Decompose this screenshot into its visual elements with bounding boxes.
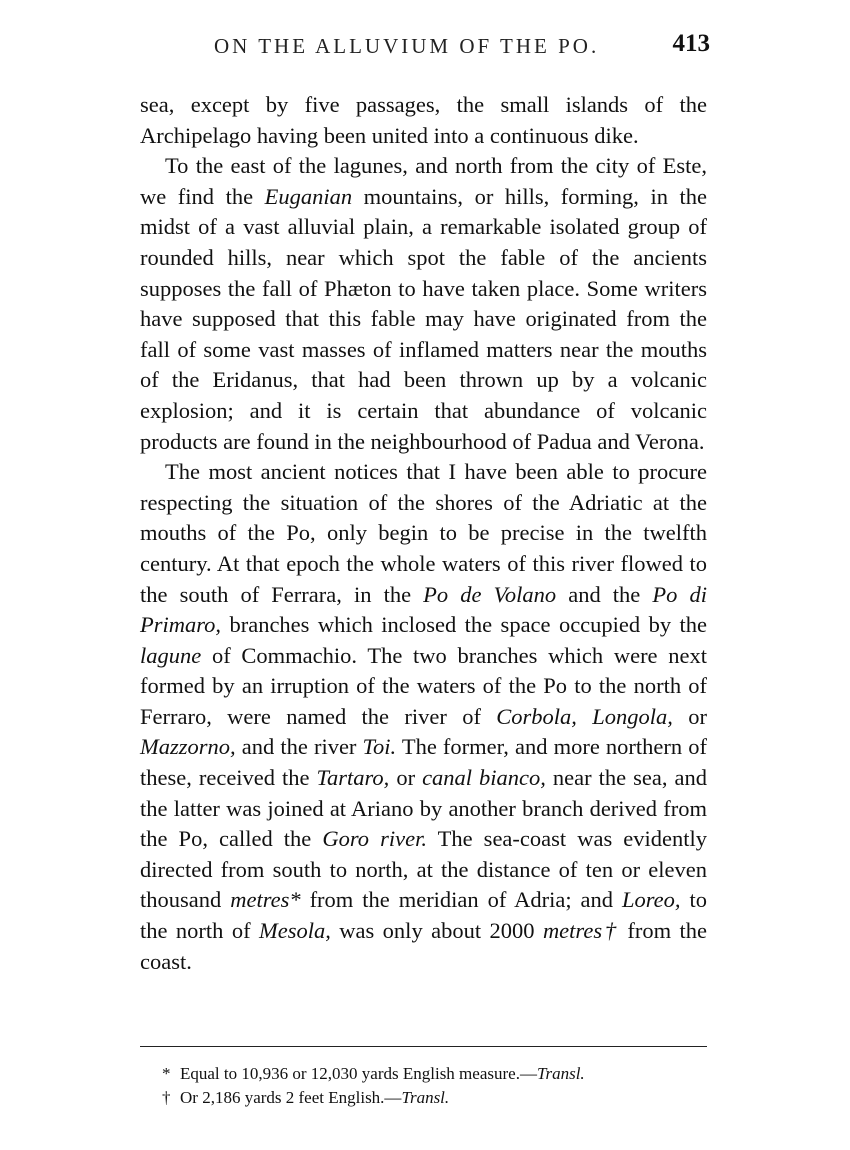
paragraph-text: was only about 2000 bbox=[330, 918, 543, 944]
paragraph-text: of Commachio. The two branches which were next formed by an irruption of the waters of the Po to the north of Ferraro, were named the river of bbox=[140, 642, 707, 729]
italic-text: Mazzorno, bbox=[140, 734, 236, 760]
footnote-attribution: Transl. bbox=[401, 1088, 450, 1107]
footnote bbox=[162, 1062, 707, 1086]
italic-text: metres† bbox=[542, 918, 619, 944]
paragraph-text: mountains, or hills, forming, in the midst of a vast alluvial plain, a remarkable isolated group of rounded hills, near which spot the fable of the ancients supposes the fall of Phæton to have taken place. Some writers have supposed that this fable may have originated from the fall of some vast masses of inflamed matters near the mouths of the Eridanus, that had been thrown up by a volcanic explosion; and it is certain that abundance of volcanic products are found in the neighbourhood of Padua and Verona. bbox=[140, 183, 707, 454]
paragraph bbox=[140, 90, 707, 151]
body-text bbox=[140, 90, 707, 977]
italic-text: Po de Volano bbox=[423, 581, 557, 607]
running-head: ON THE ALLUVIUM OF THE PO. bbox=[214, 34, 600, 58]
paragraph-text: The sea-coast was evidently directed from south to north, at the distance of ten or eleven thousand bbox=[140, 826, 707, 913]
paragraph-text: To the east of the lagunes, and north from the city of Este, we find the bbox=[140, 153, 707, 209]
page-number: 413 bbox=[672, 30, 710, 57]
footnote-text: Equal to 10,936 or 12,030 yards English measure.— bbox=[180, 1064, 537, 1083]
paragraph-text: or bbox=[389, 765, 423, 791]
paragraph bbox=[140, 151, 707, 457]
footnote-symbol: † bbox=[162, 1088, 171, 1107]
paragraph-text: from the coast. bbox=[140, 918, 707, 974]
italic-text: Euganian bbox=[264, 183, 353, 209]
italic-text: lagune bbox=[140, 642, 202, 668]
footnote-text: Or 2,186 yards 2 feet English.— bbox=[180, 1088, 402, 1107]
paragraph-text: The former, and more northern of these, received the bbox=[140, 734, 707, 791]
footnote-divider bbox=[140, 1046, 707, 1047]
paragraph bbox=[140, 457, 707, 977]
footnote bbox=[162, 1086, 707, 1110]
italic-text: canal bianco, bbox=[422, 765, 546, 791]
paragraph-text: or bbox=[672, 703, 708, 729]
italic-text: Corbola, Longola, bbox=[496, 703, 673, 729]
footnote-symbol: * bbox=[162, 1064, 171, 1083]
italic-text: metres* bbox=[230, 887, 301, 913]
italic-text: Loreo, bbox=[621, 887, 681, 913]
footnote-attribution: Transl. bbox=[536, 1064, 585, 1083]
paragraph-text: near the sea, and the latter was joined at Ariano by another branch derived from the Po, called the bbox=[140, 765, 707, 852]
paragraph-text: branches which inclosed the space occupied by the bbox=[221, 612, 707, 638]
paragraph-text: from the meridian of Adria; and bbox=[300, 887, 622, 913]
paragraph-text: and the river bbox=[235, 734, 363, 760]
italic-text: Tartaro, bbox=[316, 765, 390, 791]
paragraph-text: sea, except by five passages, the small islands of the Archipelago having been united into a continuous dike. bbox=[140, 92, 707, 148]
italic-text: Toi. bbox=[362, 734, 397, 760]
footnotes bbox=[162, 1062, 707, 1110]
italic-text: Goro river. bbox=[322, 826, 427, 852]
italic-text: Po di Primaro, bbox=[140, 581, 707, 638]
paragraph-text: and the bbox=[556, 581, 653, 607]
paragraph-text: The most ancient notices that I have been able to procure respecting the situation of the shores of the Adriatic at the mouths of the Po, only begin to be precise in the twelfth century. At that epoch the whole waters of this river flowed to the south of Ferrara, in the bbox=[140, 459, 707, 607]
page-header bbox=[150, 28, 710, 68]
paragraph-text: to the north of bbox=[140, 887, 707, 944]
italic-text: Mesola, bbox=[258, 918, 331, 944]
